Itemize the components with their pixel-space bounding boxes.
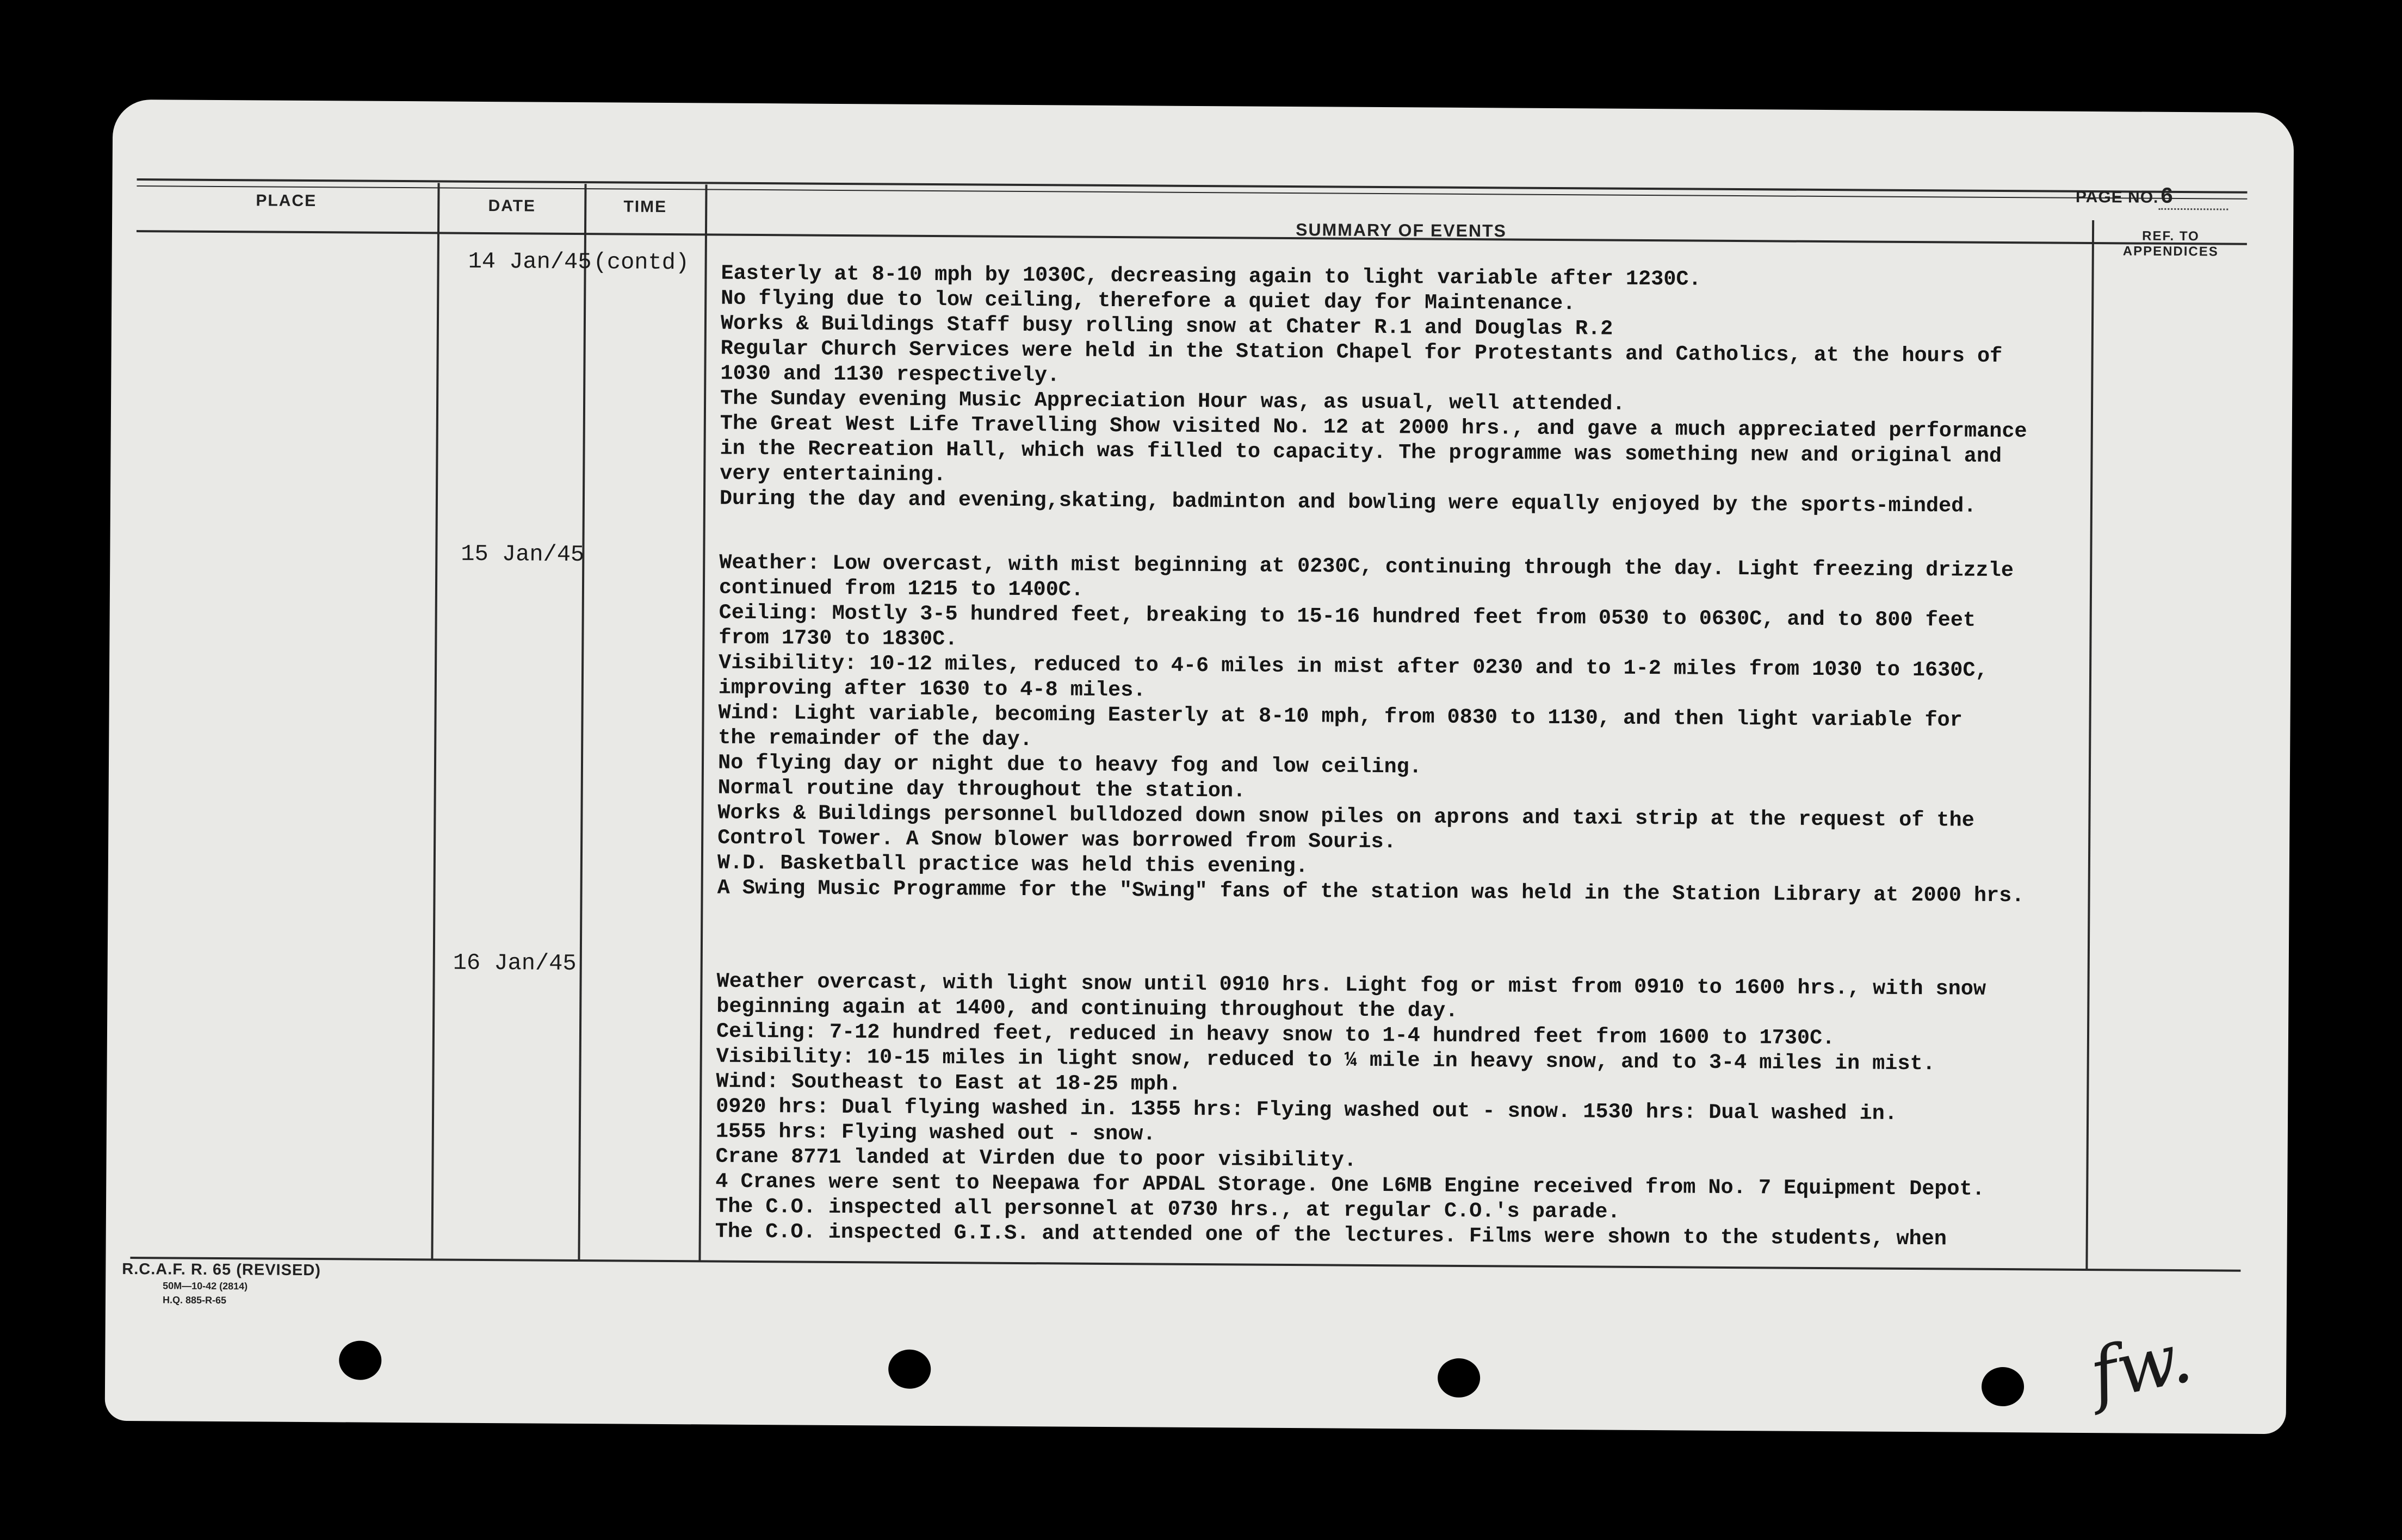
header-summary: SUMMARY OF EVENTS [1296, 220, 1507, 241]
page-number [2076, 183, 2228, 210]
entry-date: 16 Jan/45 [453, 949, 577, 977]
summary-line: No flying due to low ceiling, therefore a quiet day for Maintenance. [721, 286, 1576, 316]
summary-line: 1555 hrs: Flying washed out - snow. [715, 1119, 1156, 1146]
header-ref-1: REF. TO [2142, 228, 2200, 244]
form-print-code: 50M—10-42 (2814) [163, 1280, 248, 1292]
summary-line: The C.O. inspected all personnel at 0730 hrs., at regular C.O.'s parade. [715, 1194, 1620, 1224]
summary-line: Easterly at 8-10 mph by 1030C, decreasing again to light variable after 1230C. [721, 261, 1701, 291]
header-place: PLACE [256, 191, 317, 210]
summary-line: Control Tower. A Snow blower was borrowed from Souris. [717, 825, 1396, 854]
summary-line: Works & Buildings Staff busy rolling snow at Chater R.1 and Douglas R.2 [720, 311, 1613, 341]
header-ref-2: APPENDICES [2122, 244, 2219, 259]
summary-line: Weather: Low overcast, with mist beginning at 0230C, continuing through the day. Light freezing drizzle [719, 550, 2014, 583]
page-number-label: PAGE NO. [2075, 188, 2159, 207]
punch-hole [1982, 1367, 2024, 1406]
summary-line: A Swing Music Programme for the "Swing" fans of the station was held in the Station Library at 2000 hrs. [717, 875, 2025, 908]
entry-date: 14 Jan/45 [468, 248, 592, 276]
header-time: TIME [623, 197, 667, 216]
summary-line: continued from 1215 to 1400C. [719, 575, 1084, 602]
summary-line: Visibility: 10-15 miles in light snow, reduced to ¼ mile in heavy snow, and to 3-4 miles in mist. [716, 1044, 1935, 1076]
header-top-rule [137, 178, 2248, 194]
entry-time: (contd) [593, 249, 690, 276]
summary-line: The Great West Life Travelling Show visited No. 12 at 2000 hrs., and gave a much appreciated performance [720, 411, 2027, 444]
form-identifier [122, 1260, 321, 1308]
summary-line: beginning again at 1400, and continuing throughout the day. [716, 994, 1458, 1023]
summary-line: improving after 1630 to 4-8 miles. [718, 675, 1146, 703]
summary-line: No flying day or night due to heavy fog and low ceiling. [717, 750, 1422, 779]
summary-line: The Sunday evening Music Appreciation Hour was, as usual, well attended. [720, 386, 1625, 416]
date-time-divider [578, 184, 586, 1260]
document-card [105, 100, 2294, 1434]
summary-line: W.D. Basketball practice was held this evening. [717, 850, 1308, 879]
summary-line: Weather overcast, with light snow until 0910 hrs. Light fog or mist from 0910 to 1600 hrs., with snow [716, 969, 1986, 1001]
punch-hole [1438, 1358, 1480, 1398]
entry-summary [717, 550, 2144, 909]
summary-line: Ceiling: Mostly 3-5 hundred feet, breaking to 15-16 hundred feet from 0530 to 0630C, and to 800 feet [719, 600, 1976, 632]
summary-line: The C.O. inspected G.I.S. and attended one of the lectures. Films were shown to the students, when [715, 1219, 1947, 1251]
handwritten-initials: fw. [2083, 1315, 2199, 1417]
punch-hole [339, 1340, 381, 1380]
summary-line: from 1730 to 1830C. [719, 625, 958, 651]
place-date-divider [431, 183, 439, 1259]
summary-line: Wind: Southeast to East at 18-25 mph. [716, 1069, 1181, 1096]
summary-line: very entertaining. [720, 461, 946, 487]
page-number-value: 6 [2158, 184, 2228, 210]
entry-summary [720, 261, 2146, 520]
punch-hole [888, 1350, 931, 1389]
time-summary-divider [698, 184, 707, 1261]
form-hq-code: H.Q. 885-R-65 [162, 1294, 227, 1306]
summary-line: 0920 hrs: Dual flying washed in. 1355 hrs: Flying washed out - snow. 1530 hrs: Dual washed in. [716, 1094, 1898, 1126]
summary-line: 4 Cranes were sent to Neepawa for APDAL Storage. One L6MB Engine received from No. 7 Equipment Depot. [715, 1169, 1985, 1201]
summary-line: the remainder of the day. [718, 725, 1033, 752]
summary-line: Ceiling: 7-12 hundred feet, reduced in heavy snow to 1-4 hundred feet from 1600 to 1730C. [716, 1019, 1835, 1051]
entry-date: 15 Jan/45 [461, 541, 585, 568]
summary-line: During the day and evening,skating, badminton and bowling were equally enjoyed by the sports-minded. [719, 486, 1977, 518]
summary-line: 1030 and 1130 respectively. [720, 361, 1060, 388]
summary-line: Wind: Light variable, becoming Easterly at 8-10 mph, from 0830 to 1130, and then light variable for [718, 700, 1963, 732]
form-number: R.C.A.F. R. 65 (REVISED) [122, 1260, 321, 1280]
summary-line: Crane 8771 landed at Virden due to poor visibility. [715, 1144, 1357, 1172]
summary-line: Visibility: 10-12 miles, reduced to 4-6 miles in mist after 0230 and to 1-2 miles from 1030 to 1630C, [719, 650, 1988, 682]
summary-line: Regular Church Services were held in the Station Chapel for Protestants and Catholics, at the hours of [720, 336, 2003, 369]
entry-summary [715, 969, 2142, 1253]
header-date: DATE [488, 196, 536, 215]
summary-line: Normal routine day throughout the station. [717, 775, 1246, 803]
summary-line: in the Recreation Hall, which was filled to capacity. The programme was something new and original and [720, 436, 2002, 468]
summary-line: Works & Buildings personnel bulldozed down snow piles on aprons and taxi strip at the request of the [717, 800, 1974, 833]
footer-rule [130, 1257, 2240, 1272]
